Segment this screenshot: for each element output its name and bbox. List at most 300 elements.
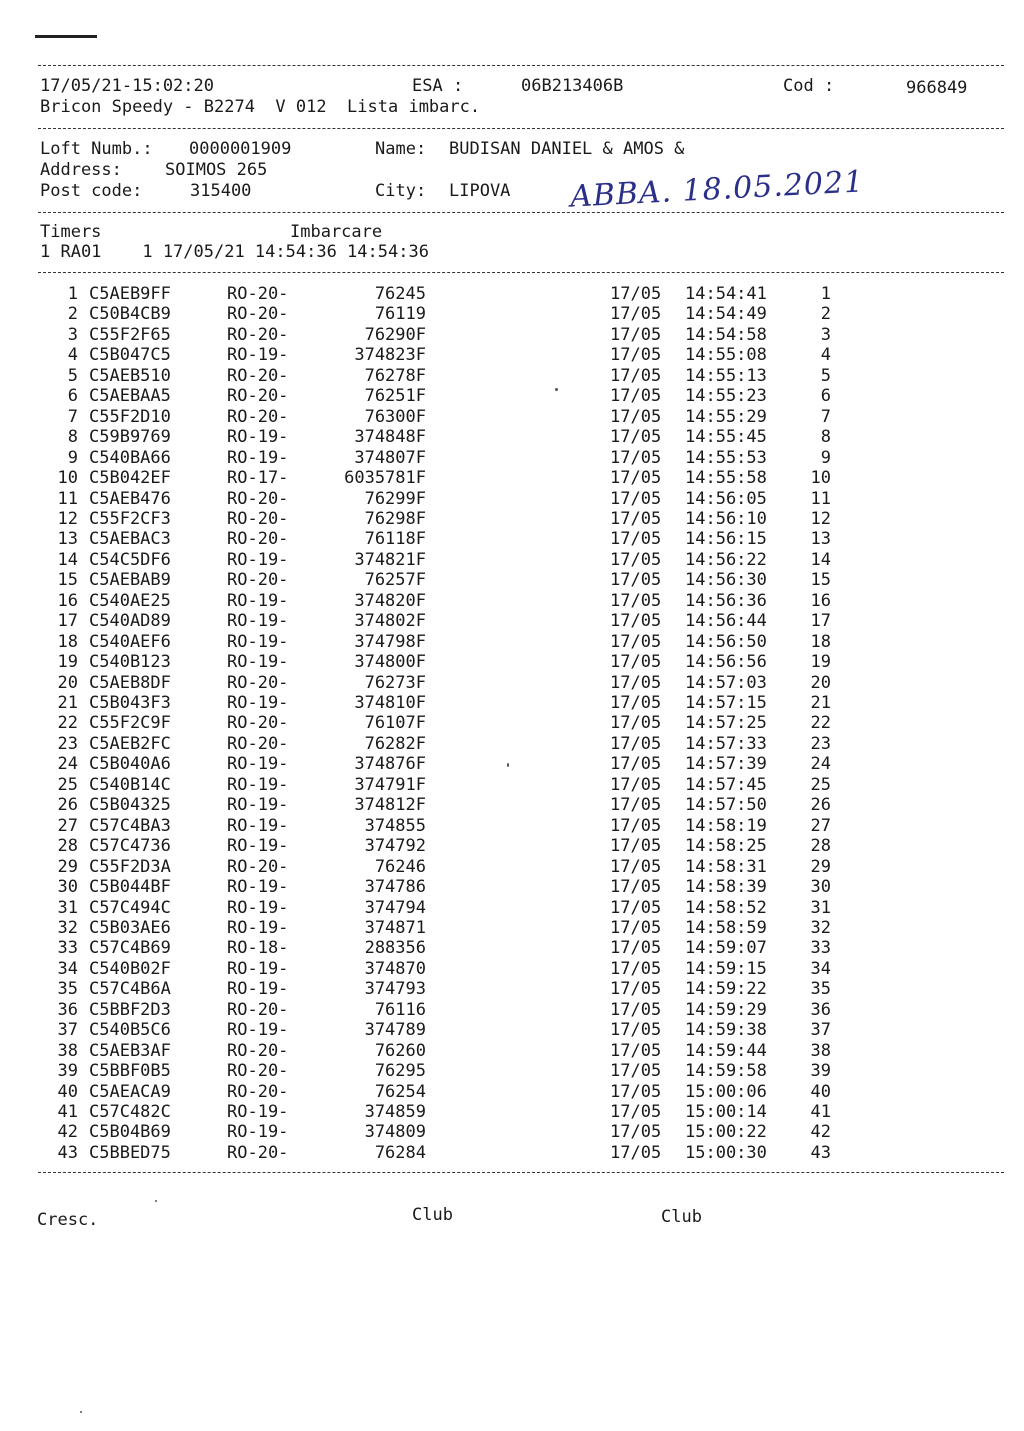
cell-ring: 76118F [364,529,426,550]
cell-time: 14:56:50 [685,631,767,652]
cell-time: 15:00:30 [685,1142,767,1163]
cell-code: C5AEACA9 [89,1081,171,1102]
cell-idx: 40 [57,1081,78,1102]
cell-time: 15:00:22 [685,1122,767,1143]
cell-code: C55F2CF3 [89,508,171,529]
table-row [0,448,1024,468]
cell-code: C5BBF0B5 [89,1061,171,1082]
separator-bottom [38,1172,1004,1173]
cell-time: 14:57:15 [685,693,767,713]
cell-pos: 1 [820,284,831,304]
cell-ring: 374794 [364,897,426,918]
cell-pos: 17 [810,611,831,632]
cell-pref: RO-19- [227,611,289,632]
table-row [0,898,1024,918]
cell-code: C5AEB510 [89,365,171,386]
cell-ring: 76254 [374,1081,426,1102]
cell-pos: 36 [810,999,831,1020]
cell-date: 17/05 [610,815,662,836]
cell-code: C5AEB2FC [89,733,171,754]
cell-code: C55F2D3A [89,856,171,877]
table-row [0,345,1024,365]
table-row [0,529,1024,549]
cell-ring: 374812F [354,795,426,816]
cell-pos: 21 [810,693,831,713]
cell-ring: 288356 [364,938,426,959]
cell-code: C540BA66 [89,447,171,468]
cell-code: C57C4BA3 [89,815,171,836]
cell-pref: RO-20- [227,672,289,693]
cell-pref: RO-19- [227,795,289,816]
table-row [0,754,1024,774]
loft-number-label: Loft Numb.: [40,139,153,159]
cell-ring: 76299F [364,488,426,509]
table-row [0,734,1024,754]
cell-ring: 76260 [374,1040,426,1061]
cell-ring: 374798F [354,631,426,652]
cell-pref: RO-20- [227,1081,289,1102]
cell-pref: RO-20- [227,488,289,509]
cell-time: 14:56:36 [685,590,767,611]
cell-ring: 76300F [364,406,426,427]
cell-idx: 3 [67,324,78,345]
cell-date: 17/05 [610,672,662,693]
cell-code: C540AEF6 [89,631,171,652]
table-row [0,652,1024,672]
cell-time: 14:55:29 [685,406,767,427]
table-row [0,366,1024,386]
cell-pref: RO-20- [227,1142,289,1163]
table-row [0,1041,1024,1061]
table-row [0,959,1024,979]
cell-time: 14:54:41 [685,284,767,304]
cell-time: 14:56:15 [685,529,767,550]
loft-name-value: BUDISAN DANIEL & AMOS & [449,139,685,159]
cell-idx: 1 [67,284,78,304]
cell-pos: 18 [810,631,831,652]
cell-pref: RO-20- [227,733,289,754]
cell-ring: 374807F [354,447,426,468]
cell-pref: RO-19- [227,447,289,468]
cell-date: 17/05 [610,386,662,407]
cell-time: 14:58:39 [685,877,767,898]
cell-code: C540AE25 [89,590,171,611]
cell-ring: 76282F [364,733,426,754]
cell-idx: 9 [67,447,78,468]
cell-time: 14:55:08 [685,345,767,366]
cell-pos: 42 [810,1122,831,1143]
table-row [0,407,1024,427]
cell-date: 17/05 [610,754,662,775]
cell-pos: 40 [810,1081,831,1102]
cell-date: 17/05 [610,590,662,611]
cell-idx: 21 [57,693,78,713]
table-row [0,1102,1024,1122]
cell-ring: 76107F [364,713,426,734]
cell-ring: 374821F [354,549,426,570]
timers-label: Timers [40,222,102,242]
cell-pref: RO-19- [227,1122,289,1143]
cell-pref: RO-19- [227,958,289,979]
cell-date: 17/05 [610,795,662,816]
cell-date: 17/05 [610,774,662,795]
table-row [0,836,1024,856]
table-row [0,591,1024,611]
cell-ring: 374848F [354,427,426,448]
cell-time: 14:59:58 [685,1061,767,1082]
cell-idx: 11 [57,488,78,509]
cell-date: 17/05 [610,1081,662,1102]
cell-ring: 76295 [374,1061,426,1082]
cell-date: 17/05 [610,529,662,550]
cell-pref: RO-20- [227,1040,289,1061]
cell-time: 15:00:14 [685,1102,767,1122]
cell-date: 17/05 [610,1040,662,1061]
cell-pref: RO-20- [227,386,289,407]
cell-code: C54C5DF6 [89,549,171,570]
cell-idx: 38 [57,1040,78,1061]
cell-pos: 22 [810,713,831,734]
cell-code: C5B03AE6 [89,917,171,938]
cell-pos: 16 [810,590,831,611]
cell-code: C50B4CB9 [89,304,171,325]
cell-ring: 76116 [374,999,426,1020]
cell-code: C5AEB3AF [89,1040,171,1061]
cell-code: C5B044BF [89,877,171,898]
cell-date: 17/05 [610,1102,662,1122]
cell-ring: 76251F [364,386,426,407]
cell-pref: RO-19- [227,549,289,570]
footer-club2-label: Club [661,1207,702,1227]
cell-time: 14:58:59 [685,917,767,938]
table-row [0,550,1024,570]
cell-pref: RO-20- [227,508,289,529]
cell-code: C540B14C [89,774,171,795]
cell-pos: 2 [820,304,831,325]
cell-code: C540B123 [89,652,171,673]
cell-date: 17/05 [610,1020,662,1041]
cell-idx: 26 [57,795,78,816]
loft-address-label: Address: [40,160,122,180]
cell-date: 17/05 [610,365,662,386]
cell-code: C55F2F65 [89,324,171,345]
cell-idx: 8 [67,427,78,448]
cell-code: C57C494C [89,897,171,918]
cell-idx: 10 [57,468,78,489]
cell-time: 14:56:10 [685,508,767,529]
cell-pos: 25 [810,774,831,795]
cell-pref: RO-19- [227,917,289,938]
cell-pref: RO-19- [227,1020,289,1041]
cell-code: C5B04B69 [89,1122,171,1143]
cell-idx: 42 [57,1122,78,1143]
cell-pref: RO-20- [227,406,289,427]
cell-idx: 14 [57,549,78,570]
cell-pos: 28 [810,836,831,857]
cell-date: 17/05 [610,406,662,427]
cell-code: C540B5C6 [89,1020,171,1041]
header-cod-value: 966849 [906,78,968,98]
cell-pos: 12 [810,508,831,529]
cell-idx: 19 [57,652,78,673]
cell-pos: 3 [820,324,831,345]
table-row [0,713,1024,733]
cell-code: C55F2C9F [89,713,171,734]
cell-date: 17/05 [610,652,662,673]
cell-date: 17/05 [610,631,662,652]
cell-pref: RO-20- [227,284,289,304]
cell-date: 17/05 [610,549,662,570]
cell-idx: 31 [57,897,78,918]
separator-timers [38,272,1004,273]
scan-speck [155,1200,157,1202]
cell-pref: RO-20- [227,570,289,591]
cell-pref: RO-20- [227,529,289,550]
cell-pref: RO-19- [227,774,289,795]
cell-idx: 22 [57,713,78,734]
cell-code: C5B042EF [89,468,171,489]
cell-ring: 374789 [364,1020,426,1041]
cell-date: 17/05 [610,897,662,918]
cell-pref: RO-19- [227,979,289,1000]
table-row [0,1143,1024,1163]
cell-date: 17/05 [610,468,662,489]
header-datetime: 17/05/21-15:02:20 [40,76,214,96]
cell-idx: 30 [57,877,78,898]
cell-date: 17/05 [610,488,662,509]
cell-pref: RO-20- [227,856,289,877]
table-row [0,1061,1024,1081]
cell-date: 17/05 [610,1142,662,1163]
table-row [0,304,1024,324]
loft-postcode-label: Post code: [40,181,143,201]
cell-idx: 27 [57,815,78,836]
cell-code: C5AEBAA5 [89,386,171,407]
cell-code: C5B040A6 [89,754,171,775]
cell-time: 14:58:52 [685,897,767,918]
cell-idx: 39 [57,1061,78,1082]
cell-idx: 33 [57,938,78,959]
cell-code: C5AEBAB9 [89,570,171,591]
cell-time: 14:54:49 [685,304,767,325]
cell-time: 14:58:19 [685,815,767,836]
cell-code: C57C4736 [89,836,171,857]
cell-code: C5AEB8DF [89,672,171,693]
cell-date: 17/05 [610,938,662,959]
cell-ring: 374809 [364,1122,426,1143]
header-esa-value: 06B213406B [521,76,624,96]
cell-idx: 20 [57,672,78,693]
cell-ring: 76257F [364,570,426,591]
cell-idx: 24 [57,754,78,775]
cell-pref: RO-20- [227,365,289,386]
cell-pos: 7 [820,406,831,427]
cell-time: 14:57:39 [685,754,767,775]
cell-pref: RO-19- [227,836,289,857]
cell-time: 14:59:07 [685,938,767,959]
table-row [0,979,1024,999]
cell-idx: 23 [57,733,78,754]
cell-ring: 374800F [354,652,426,673]
cell-ring: 76273F [364,672,426,693]
loft-number-value: 0000001909 [189,139,292,159]
cell-time: 14:59:22 [685,979,767,1000]
table-row [0,386,1024,406]
cell-pos: 13 [810,529,831,550]
cell-date: 17/05 [610,713,662,734]
cell-time: 14:59:38 [685,1020,767,1041]
cell-pos: 34 [810,958,831,979]
cell-pref: RO-19- [227,1102,289,1122]
cell-code: C5BBF2D3 [89,999,171,1020]
cell-idx: 6 [67,386,78,407]
cell-ring: 374823F [354,345,426,366]
table-row [0,673,1024,693]
table-row [0,918,1024,938]
cell-pos: 41 [810,1102,831,1122]
cell-pos: 4 [820,345,831,366]
cell-code: C55F2D10 [89,406,171,427]
imbarcare-label: Imbarcare [290,222,383,242]
cell-ring: 374859 [364,1102,426,1122]
cell-pos: 29 [810,856,831,877]
cell-time: 14:57:45 [685,774,767,795]
cell-time: 14:56:22 [685,549,767,570]
cell-ring: 374792 [364,836,426,857]
table-row [0,857,1024,877]
cell-date: 17/05 [610,999,662,1020]
cell-pref: RO-19- [227,877,289,898]
cell-time: 14:59:29 [685,999,767,1020]
cell-ring: 374855 [364,815,426,836]
cell-code: C57C482C [89,1102,171,1122]
cell-ring: 374870 [364,958,426,979]
loft-postcode-value: 315400 [190,181,252,201]
cell-pref: RO-19- [227,897,289,918]
separator-top [38,65,1004,66]
cell-idx: 17 [57,611,78,632]
cell-idx: 18 [57,631,78,652]
cell-time: 14:54:58 [685,324,767,345]
cell-date: 17/05 [610,447,662,468]
cell-time: 14:56:05 [685,488,767,509]
cell-date: 17/05 [610,733,662,754]
loft-city-value: LIPOVA [449,181,511,201]
separator-header [38,128,1004,129]
cell-pos: 30 [810,877,831,898]
cell-pref: RO-19- [227,754,289,775]
cell-date: 17/05 [610,958,662,979]
loft-name-label: Name: [375,139,427,159]
scan-speck [555,388,558,391]
header-esa-label: ESA : [412,76,464,96]
cell-ring: 374876F [354,754,426,775]
table-row [0,570,1024,590]
table-row [0,611,1024,631]
cell-pos: 8 [820,427,831,448]
cell-time: 14:58:25 [685,836,767,857]
cell-date: 17/05 [610,1061,662,1082]
cell-pos: 19 [810,652,831,673]
cell-pos: 31 [810,897,831,918]
table-row [0,775,1024,795]
table-row [0,877,1024,897]
cell-date: 17/05 [610,979,662,1000]
cell-date: 17/05 [610,877,662,898]
table-row [0,632,1024,652]
cell-pref: RO-19- [227,590,289,611]
cell-pref: RO-20- [227,999,289,1020]
cell-code: C57C4B69 [89,938,171,959]
cell-time: 14:55:45 [685,427,767,448]
cell-pos: 9 [820,447,831,468]
cell-code: C5BBED75 [89,1142,171,1163]
table-row [0,468,1024,488]
cell-time: 14:57:03 [685,672,767,693]
cell-pref: RO-19- [227,345,289,366]
cell-pos: 24 [810,754,831,775]
cell-pref: RO-20- [227,713,289,734]
footer-cresc-label: Cresc. [37,1210,99,1230]
cell-time: 14:55:13 [685,365,767,386]
cell-ring: 76119 [374,304,426,325]
loft-city-label: City: [375,181,427,201]
cell-code: C59B9769 [89,427,171,448]
cell-ring: 374810F [354,693,426,713]
cell-idx: 13 [57,529,78,550]
cell-time: 14:59:15 [685,958,767,979]
cell-pos: 11 [810,488,831,509]
cell-idx: 28 [57,836,78,857]
cell-time: 15:00:06 [685,1081,767,1102]
cell-pos: 39 [810,1061,831,1082]
cell-date: 17/05 [610,856,662,877]
cell-pref: RO-19- [227,631,289,652]
cell-idx: 35 [57,979,78,1000]
cell-pos: 15 [810,570,831,591]
cell-date: 17/05 [610,836,662,857]
table-row [0,1122,1024,1142]
cell-time: 14:56:30 [685,570,767,591]
cell-code: C5B047C5 [89,345,171,366]
cell-pref: RO-18- [227,938,289,959]
table-row [0,509,1024,529]
cell-date: 17/05 [610,611,662,632]
cell-date: 17/05 [610,345,662,366]
cell-idx: 37 [57,1020,78,1041]
cell-code: C5AEB476 [89,488,171,509]
cell-date: 17/05 [610,304,662,325]
cell-pref: RO-19- [227,815,289,836]
cell-time: 14:55:53 [685,447,767,468]
cell-time: 14:55:58 [685,468,767,489]
header-cod-label: Cod : [783,76,835,96]
table-row [0,1000,1024,1020]
cell-ring: 374820F [354,590,426,611]
cell-code: C540AD89 [89,611,171,632]
cell-time: 14:55:23 [685,386,767,407]
cell-time: 14:56:44 [685,611,767,632]
cell-ring: 374786 [364,877,426,898]
cell-pref: RO-20- [227,324,289,345]
cell-pos: 14 [810,549,831,570]
table-row [0,284,1024,304]
cell-date: 17/05 [610,508,662,529]
cell-time: 14:59:44 [685,1040,767,1061]
footer-club1-label: Club [412,1205,453,1225]
cell-pos: 6 [820,386,831,407]
table-row [0,427,1024,447]
